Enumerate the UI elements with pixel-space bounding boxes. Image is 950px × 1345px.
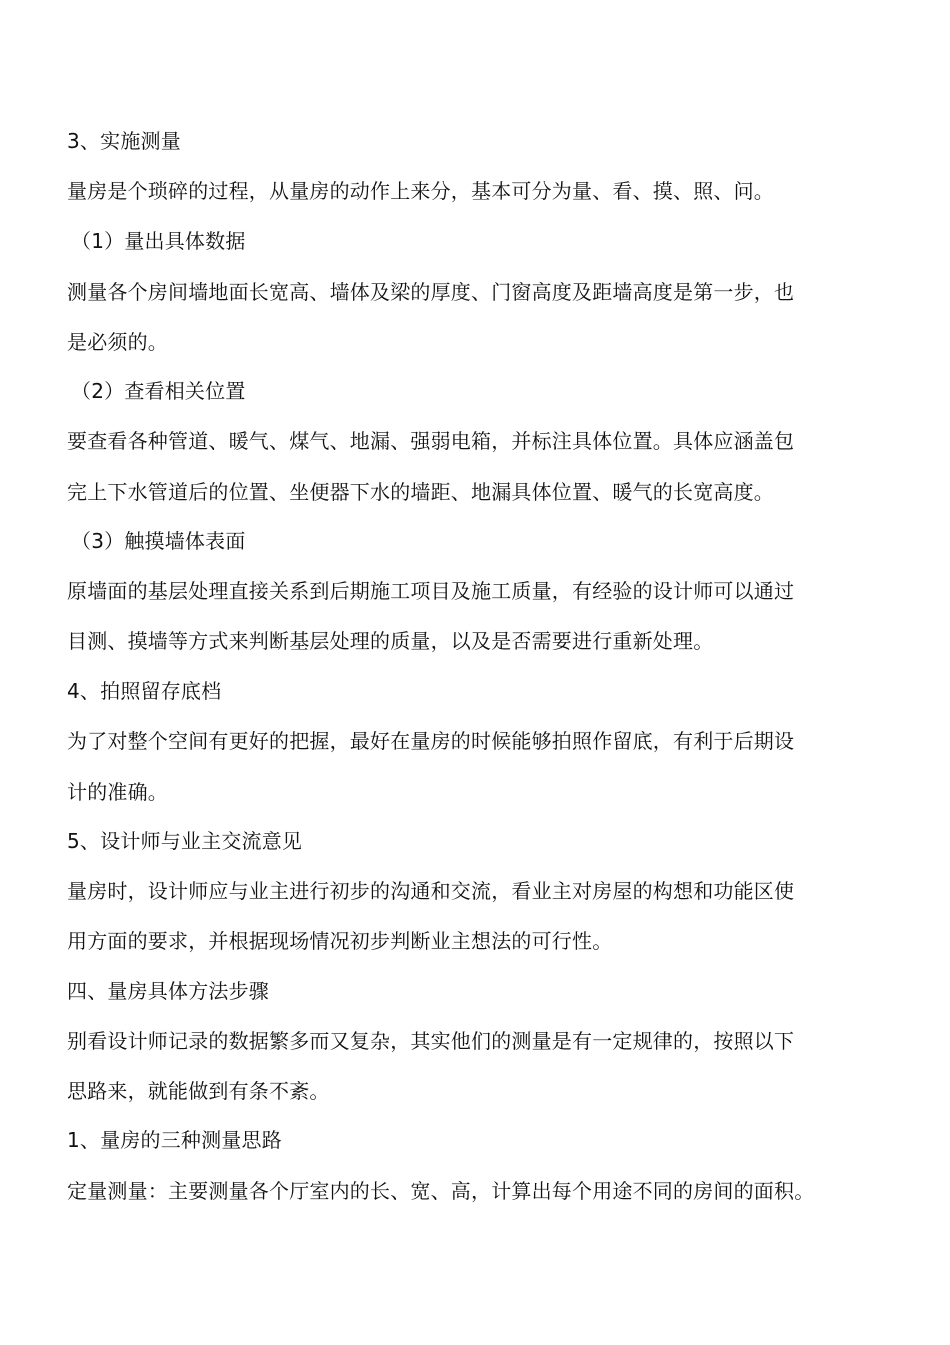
section-heading-3: 3、实施测量 bbox=[67, 129, 181, 153]
paragraph-line: 计的准确。 bbox=[67, 780, 168, 804]
paragraph-line: 别看设计师记录的数据繁多而又复杂，其实他们的测量是有一定规律的，按照以下 bbox=[67, 1029, 795, 1053]
paragraph-line: 是必须的。 bbox=[67, 330, 168, 354]
subheading-2: （2）查看相关位置 bbox=[71, 379, 246, 403]
section-heading-5: 5、设计师与业主交流意见 bbox=[67, 829, 303, 853]
section-heading-4: 4、拍照留存底档 bbox=[67, 679, 222, 703]
paragraph-line: 思路来，就能做到有条不紊。 bbox=[67, 1079, 330, 1103]
subheading-3: （3）触摸墙体表面 bbox=[71, 529, 246, 553]
section-heading-1: 1、量房的三种测量思路 bbox=[67, 1128, 282, 1152]
paragraph-line: 测量各个房间墙地面长宽高、墙体及梁的厚度、门窗高度及距墙高度是第一步，也 bbox=[67, 280, 795, 304]
paragraph-line: 完上下水管道后的位置、坐便器下水的墙距、地漏具体位置、暖气的长宽高度。 bbox=[67, 480, 774, 504]
paragraph-line: 量房是个琐碎的过程，从量房的动作上来分，基本可分为量、看、摸、照、问。 bbox=[67, 179, 774, 203]
paragraph-line: 量房时，设计师应与业主进行初步的沟通和交流，看业主对房屋的构想和功能区使 bbox=[67, 879, 795, 903]
paragraph-line: 为了对整个空间有更好的把握，最好在量房的时候能够拍照作留底，有利于后期设 bbox=[67, 729, 795, 753]
paragraph-line: 目测、摸墙等方式来判断基层处理的质量，以及是否需要进行重新处理。 bbox=[67, 629, 714, 653]
chapter-heading-4: 四、量房具体方法步骤 bbox=[67, 979, 269, 1003]
subheading-1: （1）量出具体数据 bbox=[71, 229, 246, 253]
paragraph-line: 要查看各种管道、暖气、煤气、地漏、强弱电箱，并标注具体位置。具体应涵盖包 bbox=[67, 429, 795, 453]
paragraph-line: 用方面的要求，并根据现场情况初步判断业主想法的可行性。 bbox=[67, 929, 613, 953]
paragraph-line: 原墙面的基层处理直接关系到后期施工项目及施工质量，有经验的设计师可以通过 bbox=[67, 579, 795, 603]
paragraph-line: 定量测量：主要测量各个厅室内的长、宽、高，计算出每个用途不同的房间的面积。 bbox=[67, 1179, 815, 1203]
